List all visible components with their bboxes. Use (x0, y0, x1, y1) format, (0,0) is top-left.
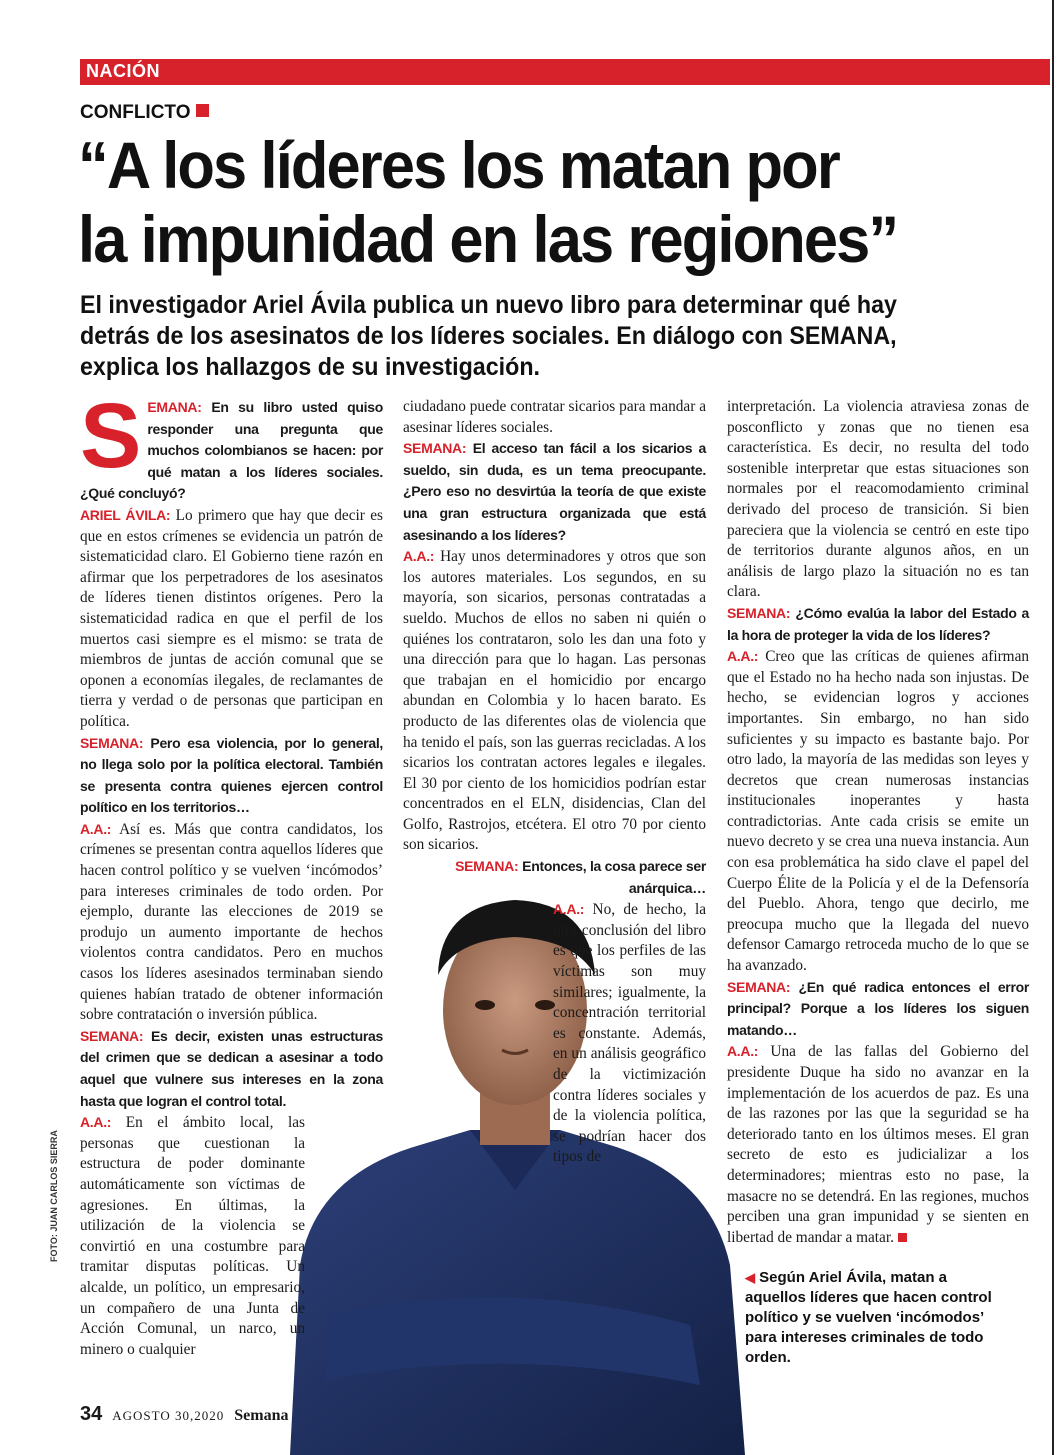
question-2 (403, 856, 706, 899)
dek (80, 290, 991, 383)
headline-line-2: la impunidad en las regiones” (78, 202, 898, 276)
answer-2 (553, 899, 706, 1168)
question-label: SEMANA: (727, 978, 791, 995)
answer-2 (80, 819, 383, 1026)
answer-1 (80, 505, 383, 733)
answer-text: Una de las fallas del Gobierno del presidente Duque ha sido no avanzar en la implementación de los acuerdos de paz. Es una de las razones por las que la seguridad se ha deteriorado tanto en los últimos meses. El gran secreto de esto es judicializar a los determinadores; mientras esto no pase, la masacre no se detendrá. En las regiones, muchos perciben una gran impunidad y se sienten en libertad de mandar a matar. (727, 1043, 1029, 1246)
question-text: Es decir, existen unas estructuras del crimen que se dedican a asesinar a todo aquel que vulnere sus intereses en la zona hasta que logran el control total. (80, 1027, 383, 1109)
answer-3 (80, 1112, 305, 1360)
question-2 (80, 733, 383, 819)
answer-label: A.A.: (403, 548, 435, 565)
folio (80, 1403, 288, 1426)
continuation: ciudadano puede contratar sicarios para mandar a asesinar líderes sociales. (403, 398, 706, 436)
dek-line-3: explica los hallazgos de su investigación. (80, 353, 540, 381)
page-edge-rule (1052, 0, 1054, 1455)
answer-text: Lo primero que hay que decir es que en estos crímenes se evidencia un patrón de sistematicidad claro. El Gobierno tiene razón en afirmar que los perpetradores de los asesinatos de líderes tienen distintos orígenes. Pero la sistematicidad radica en que el perfil de los muertos casi siempre es el mismo: se trata de miembros de juntas de acción comunal que se oponen a economías ilegales, de reclamantes de tierra y verdad o de personas que participan en política. (80, 506, 383, 730)
question-2 (727, 977, 1029, 1042)
answer-text: En el ámbito local, las personas que cuestionan la estructura de poder dominante automáticamente son víctimas de agresiones. En últimas, la utilización de la violencia se convirtió en una costumbre para tramitar disputas políticas. Un alcalde, un político, un empresario, un compañero de una Junta de Acción Comunal, un narco, un minero o cualquier (80, 1114, 306, 1358)
question-text: Pero esa violencia, por lo general, no llega solo por la política electoral. También se presenta contra quienes ejercen control político en los territorios… (80, 734, 384, 816)
magazine-name: Semana (234, 1407, 289, 1424)
question-label: EMANA: (147, 399, 202, 415)
answer-label: ARIEL ÁVILA: (80, 506, 171, 523)
answer-1 (727, 646, 1029, 977)
answer-label: A.A.: (727, 648, 759, 665)
answer-text: No, de hecho, la otra conclusión del libro es que los perfiles de las víctimas son muy similares; igualmente, la concentración territorial es constante. Además, en un análisis geográfico de la victimización contra líderes sociales y de la violencia política, se podrían hacer dos tipos de (553, 901, 706, 1166)
question-label: SEMANA: (455, 858, 519, 875)
page-number: 34 (80, 1403, 103, 1425)
answer-2 (727, 1041, 1029, 1248)
issue-date: AGOSTO 30,2020 (112, 1408, 225, 1423)
end-mark-icon (898, 1233, 907, 1242)
answer-text: Hay unos determinadores y otros que son los autores materiales. Los segundos, en su mayoría, son sicarios, personas contratadas a sueldo. Muchos de ellos no saben ni quién o quiénes los contrataron, solo les dan una foto y una dirección para que lo hagan. Las personas que trabajan en el homicidio por encargo abundan en Colombia y lo hacen barato. Es producto de las diferentes olas de violencia que ha tenido el país, son las guerras recicladas. A los sicarios los contratan actores legales e ilegales. El 30 por ciento de los homicidios podrían estar concentrados en el ELN, disidencias, Clan del Golfo, Rastrojos, etcétera. El otro 70 por ciento son sicarios. (403, 548, 707, 854)
question-text: ¿Cómo evalúa la labor del Estado a la hora de proteger la vida de los líderes? (727, 604, 1029, 643)
photo-credit: FOTO: JUAN CARLOS SIERRA (49, 1130, 59, 1262)
question-text: ¿En qué radica entonces el error principal? Porque a los líderes los siguen matando… (727, 978, 1030, 1038)
headline (78, 128, 985, 276)
question-label: SEMANA: (80, 1027, 144, 1044)
question-1 (727, 603, 1029, 646)
question-label: SEMANA: (80, 734, 144, 751)
headline-line-1: “A los líderes los matan por (78, 128, 839, 202)
photo-caption (745, 1268, 1010, 1368)
question-3 (80, 1026, 383, 1112)
answer-text: Así es. Más que contra candidatos, los crímenes se presentan contra aquellos líderes que hacen control político y se vuelven ‘incómodos’ para intereses criminales de todo orden. Por ejemplo, durante las elecciones de 2019 se produjo un aumento importante de hechos violentos contra candidatos. Pero en muchos casos los líderes asesinados terminaban siendo quienes habían tratado de obtener información sobre contratación o inversión pública. (80, 820, 383, 1024)
dropcap: S (80, 385, 142, 487)
answer-text: Creo que las críticas de quienes afirman que el Estado no ha hecho nada son injustas. De hecho, se evidencian logros y acciones importantes. Sin embargo, no han sido suficientes y su impacto es bastante bajo. Por otro lado, la mayoría de las medidas son leyes y decretos que crean numerosas instancias institucionales inoperantes y hasta contradictorias. Ante cada crisis se emite un nuevo decreto y se crea una nueva instancia. Aun con esa problemática ha sido clave el papel del Cuerpo Élite de la Policía y el de la Defensoría del Pueblo. Ahora, tengo que decirlo, me preocupa mucho que la llegada del nuevo defensor Camargo retroceda mucho de lo que se ha avanzado. (727, 648, 1030, 975)
question-label: SEMANA: (727, 604, 791, 621)
section-bar (80, 59, 1050, 85)
question-text: Entonces, la cosa parece ser anárquica… (522, 858, 706, 896)
answer-label: A.A.: (553, 901, 585, 918)
answer-label: A.A.: (727, 1043, 759, 1060)
column-1 (80, 385, 384, 1360)
kicker (80, 102, 209, 124)
column-2 (403, 397, 706, 1168)
caption-text: Según Ariel Ávila, matan a aquellos líderes que hacen control político y se vuelven ‘incómodos’ para intereses criminales de todo orden. (745, 1269, 992, 1366)
column-3 (727, 397, 1029, 1248)
caption-arrow-icon: ◀ (745, 1270, 755, 1285)
question-label: SEMANA: (403, 440, 467, 457)
continuation: interpretación. La violencia atraviesa zonas de posconflicto y zonas que no tienen esa característica. Es decir, no resulta del todo sostenible interpretar que estas situaciones son normales por el reacomodamiento criminal derivado del proceso de transición. Si bien pareciera que la violencia se centró en este tipo de territorios durante algunos años, en un análisis de largo plazo la situación no es tan clara. (727, 398, 1029, 601)
kicker-square-icon (196, 104, 209, 117)
answer-1 (403, 546, 706, 856)
answer-label: A.A.: (80, 1114, 112, 1131)
dek-line-2: detrás de los asesinatos de los líderes sociales. En diálogo con SEMANA, (80, 322, 897, 350)
answer-label: A.A.: (80, 820, 112, 837)
section-label: NACIÓN (86, 61, 160, 81)
question-text: El acceso tan fácil a los sicarios a sueldo, sin duda, es un tema preocupante. ¿Pero eso no desvirtúa la teoría de que existe una gran estructura organizada que está asesinando a los líderes? (403, 440, 706, 543)
question-1 (403, 438, 706, 546)
dek-line-1: El investigador Ariel Ávila publica un nuevo libro para determinar qué hay (80, 291, 897, 319)
kicker-label: CONFLICTO (80, 102, 191, 123)
question-text: En su libro usted quiso responder una pregunta que muchos colombianos se hacen: por qué matan a los líderes sociales. ¿Qué concluyó? (80, 399, 383, 502)
